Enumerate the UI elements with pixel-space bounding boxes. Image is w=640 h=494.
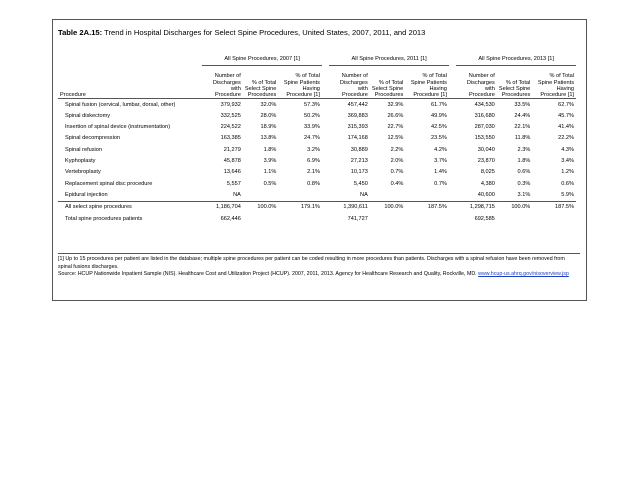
source-text: Source: HCUP Nationwide Inpatient Sample (NIS). Healthcare Cost and Utilization Project (HCUP). 2007, 2011, 2013. Agency for Healthcare Research and Quality, Rockville, MD. bbox=[58, 271, 477, 278]
group-header-row bbox=[58, 53, 576, 66]
col-procedure: Procedure bbox=[58, 66, 195, 99]
value-cell bbox=[370, 213, 405, 224]
value-cell: 5.9% bbox=[561, 191, 574, 198]
value-cell: 62.7% bbox=[558, 101, 574, 108]
value-cell: 6.9% bbox=[307, 158, 320, 165]
value-cell bbox=[278, 213, 322, 224]
gap-cell bbox=[322, 155, 329, 166]
table-row bbox=[58, 178, 576, 189]
value-cell: 1,186,704 bbox=[202, 201, 243, 213]
value-cell: 100.0% bbox=[370, 201, 405, 213]
value-cell: 45,878 bbox=[223, 158, 241, 165]
gap-cell bbox=[195, 213, 202, 224]
table-row bbox=[58, 213, 576, 224]
value-cell: 33.9% bbox=[304, 124, 320, 131]
value-cell bbox=[243, 189, 278, 201]
value-cell: 316,680 bbox=[474, 112, 495, 119]
value-cell: 0.7% bbox=[434, 180, 447, 187]
procedure-cell: Spinal fusion (cervical, lumbar, dorsal, other) bbox=[65, 101, 176, 108]
gap-cell bbox=[449, 189, 456, 201]
source-note bbox=[58, 271, 580, 279]
value-cell: 2.0% bbox=[390, 158, 404, 165]
value-cell: 40,600 bbox=[477, 191, 495, 198]
value-cell: 30,889 bbox=[350, 146, 368, 153]
value-cell: 0.8% bbox=[307, 180, 320, 187]
value-cell: 42.5% bbox=[431, 124, 447, 131]
value-cell: 741,727 bbox=[347, 215, 368, 222]
value-cell: 23,870 bbox=[477, 158, 495, 165]
gap-cell bbox=[322, 144, 329, 155]
value-cell: 0.4% bbox=[390, 180, 404, 187]
value-cell bbox=[278, 189, 322, 201]
value-cell: 57.3% bbox=[304, 101, 320, 108]
col-number-2011: Number of Discharges with Procedure bbox=[329, 66, 370, 99]
value-cell: 12.5% bbox=[387, 135, 404, 142]
value-cell: 1,298,715 bbox=[456, 201, 497, 213]
value-cell: 100.0% bbox=[243, 201, 278, 213]
value-cell: 369,883 bbox=[347, 112, 368, 119]
value-cell: 3.4% bbox=[561, 158, 574, 165]
procedure-cell: All select spine procedures bbox=[58, 201, 195, 213]
table-row bbox=[58, 122, 576, 133]
group-2007: All Spine Procedures, 2007 [1] bbox=[202, 53, 322, 66]
value-cell: 0.3% bbox=[517, 180, 531, 187]
procedure-cell: Kyphoplasty bbox=[65, 158, 96, 165]
table-row bbox=[58, 201, 576, 213]
table-row bbox=[58, 99, 576, 111]
value-cell: 11.8% bbox=[514, 135, 531, 142]
value-cell: 3.7% bbox=[434, 158, 447, 165]
value-cell: 174,168 bbox=[347, 135, 368, 142]
value-cell: 22.7% bbox=[387, 124, 404, 131]
table-row bbox=[58, 133, 576, 144]
value-cell: 4.3% bbox=[561, 146, 574, 153]
value-cell: 1.8% bbox=[263, 146, 277, 153]
value-cell: 379,932 bbox=[220, 101, 241, 108]
value-cell: 1,390,611 bbox=[329, 201, 370, 213]
gap-cell bbox=[449, 178, 456, 189]
group-2013: All Spine Procedures, 2013 [1] bbox=[456, 53, 576, 66]
gap-cell bbox=[449, 201, 456, 213]
value-cell: 2.2% bbox=[390, 146, 404, 153]
value-cell: 1.2% bbox=[561, 169, 574, 176]
value-cell: NA bbox=[360, 191, 368, 198]
value-cell: 3.9% bbox=[263, 158, 277, 165]
value-cell: 187.5% bbox=[405, 201, 449, 213]
procedure-cell: Epidural injection bbox=[65, 191, 108, 198]
footnote: [1] Up to 15 procedures per patient are listed in the database; multiple spine procedures per patient can be coded resulting in more procedures than patients. Discharges with a spinal refusion have been removed from spinal fusions discharges. bbox=[58, 256, 565, 270]
value-cell: 332,525 bbox=[220, 112, 241, 119]
value-cell: 61.7% bbox=[431, 101, 447, 108]
gap-cell bbox=[449, 213, 456, 224]
value-cell bbox=[497, 213, 532, 224]
value-cell bbox=[532, 213, 576, 224]
value-cell: 4,380 bbox=[480, 180, 495, 187]
value-cell: NA bbox=[233, 191, 241, 198]
value-cell: 5,557 bbox=[226, 180, 241, 187]
value-cell: 1.4% bbox=[434, 169, 447, 176]
gap-cell bbox=[195, 189, 202, 201]
gap-cell bbox=[195, 178, 202, 189]
table-row bbox=[58, 167, 576, 178]
value-cell: 3.1% bbox=[517, 191, 531, 198]
value-cell bbox=[243, 213, 278, 224]
value-cell: 5,450 bbox=[353, 180, 368, 187]
table-row bbox=[58, 144, 576, 155]
discharge-table bbox=[58, 53, 576, 224]
value-cell: 179.1% bbox=[278, 201, 322, 213]
value-cell: 45.7% bbox=[558, 112, 574, 119]
procedure-cell: Insertion of spinal device (instrumentation) bbox=[65, 124, 171, 131]
value-cell: 0.7% bbox=[390, 169, 404, 176]
column-header-row bbox=[58, 66, 576, 99]
value-cell: 49.9% bbox=[431, 112, 447, 119]
value-cell: 22.1% bbox=[514, 124, 531, 131]
value-cell: 8,025 bbox=[480, 169, 495, 176]
col-number-2013: Number of Discharges with Procedure bbox=[456, 66, 497, 99]
value-cell: 100.0% bbox=[497, 201, 532, 213]
notes bbox=[58, 253, 580, 279]
value-cell: 27,213 bbox=[350, 158, 368, 165]
gap-cell bbox=[449, 110, 456, 121]
gap-cell bbox=[322, 189, 329, 201]
value-cell: 10,173 bbox=[350, 169, 368, 176]
source-link[interactable]: www.hcup-us.ahrq.gov/nisoverview.jsp bbox=[478, 271, 569, 278]
value-cell: 662,446 bbox=[220, 215, 241, 222]
gap-cell bbox=[449, 167, 456, 178]
value-cell: 187.5% bbox=[532, 201, 576, 213]
value-cell: 1.1% bbox=[263, 169, 277, 176]
col-pct-patients-2011: % of Total Spine Patients Having Procedure [1] bbox=[405, 66, 449, 99]
gap-cell bbox=[322, 213, 329, 224]
gap-cell bbox=[195, 110, 202, 121]
value-cell: 32.0% bbox=[260, 101, 277, 108]
table-frame bbox=[52, 19, 587, 301]
value-cell: 434,530 bbox=[474, 101, 495, 108]
gap-cell bbox=[449, 144, 456, 155]
value-cell: 457,442 bbox=[347, 101, 368, 108]
table-row bbox=[58, 189, 576, 201]
value-cell: 41.4% bbox=[558, 124, 574, 131]
col-pct-patients-2013: % of Total Spine Patients Having Procedure [1] bbox=[532, 66, 576, 99]
value-cell: 4.2% bbox=[434, 146, 447, 153]
table-row bbox=[58, 110, 576, 121]
value-cell: 18.9% bbox=[260, 124, 277, 131]
gap-cell bbox=[195, 201, 202, 213]
procedure-cell: Replacement spinal disc procedure bbox=[65, 180, 153, 187]
value-cell: 0.5% bbox=[263, 180, 277, 187]
group-2011: All Spine Procedures, 2011 [1] bbox=[329, 53, 449, 66]
value-cell: 13,646 bbox=[223, 169, 241, 176]
procedure-cell: Spinal refusion bbox=[65, 146, 103, 153]
gap-cell bbox=[195, 122, 202, 133]
value-cell: 2.3% bbox=[517, 146, 531, 153]
value-cell bbox=[405, 213, 449, 224]
value-cell bbox=[405, 189, 449, 201]
value-cell: 2.1% bbox=[307, 169, 320, 176]
value-cell: 1.8% bbox=[517, 158, 531, 165]
value-cell: 21,279 bbox=[223, 146, 241, 153]
value-cell: 32.9% bbox=[387, 101, 404, 108]
gap-cell bbox=[322, 110, 329, 121]
table-title bbox=[58, 28, 425, 37]
value-cell: 224,522 bbox=[220, 124, 241, 131]
gap-cell bbox=[449, 133, 456, 144]
gap-cell bbox=[322, 167, 329, 178]
gap-cell bbox=[195, 155, 202, 166]
value-cell: 0.6% bbox=[561, 180, 574, 187]
gap-cell bbox=[449, 122, 456, 133]
gap-cell bbox=[195, 133, 202, 144]
value-cell: 153,550 bbox=[474, 135, 495, 142]
value-cell: 33.5% bbox=[514, 101, 531, 108]
col-pct-patients-2007: % of Total Spine Patients Having Procedure [1] bbox=[278, 66, 322, 99]
value-cell: 3.2% bbox=[307, 146, 320, 153]
gap-cell bbox=[449, 99, 456, 111]
table-number: Table 2A.15: bbox=[58, 28, 103, 37]
value-cell: 692,585 bbox=[474, 215, 495, 222]
value-cell: 163,385 bbox=[220, 135, 241, 142]
value-cell bbox=[370, 189, 405, 201]
table-row bbox=[58, 155, 576, 166]
value-cell: 315,393 bbox=[347, 124, 368, 131]
col-pct-select-2007: % of Total Select Spine Procedures bbox=[243, 66, 278, 99]
value-cell: 28.0% bbox=[260, 112, 277, 119]
gap-cell bbox=[449, 155, 456, 166]
procedure-cell: Spinal diskectomy bbox=[65, 112, 111, 119]
gap-cell bbox=[322, 99, 329, 111]
value-cell: 23.5% bbox=[431, 135, 447, 142]
procedure-cell: Vertebroplasty bbox=[65, 169, 101, 176]
procedure-cell: Total spine procedures patients bbox=[65, 215, 143, 222]
gap-cell bbox=[195, 167, 202, 178]
gap-cell bbox=[322, 122, 329, 133]
gap-cell bbox=[322, 178, 329, 189]
value-cell: 13.8% bbox=[260, 135, 277, 142]
value-cell: 26.6% bbox=[387, 112, 404, 119]
value-cell: 30,040 bbox=[477, 146, 495, 153]
value-cell: 287,030 bbox=[474, 124, 495, 131]
table-body bbox=[58, 99, 576, 225]
value-cell: 50.2% bbox=[304, 112, 320, 119]
value-cell: 0.6% bbox=[517, 169, 531, 176]
value-cell: 22.2% bbox=[558, 135, 574, 142]
value-cell: 24.7% bbox=[304, 135, 320, 142]
procedure-cell: Spinal decompression bbox=[65, 135, 121, 142]
col-pct-select-2011: % of Total Select Spine Procedures bbox=[370, 66, 405, 99]
table-title-text: Trend in Hospital Discharges for Select Spine Procedures, United States, 2007, 2011, and 2013 bbox=[102, 28, 426, 37]
value-cell: 24.4% bbox=[514, 112, 531, 119]
gap-cell bbox=[322, 133, 329, 144]
gap-cell bbox=[195, 144, 202, 155]
col-number-2007: Number of Discharges with Procedure bbox=[202, 66, 243, 99]
gap-cell bbox=[322, 201, 329, 213]
col-pct-select-2013: % of Total Select Spine Procedures bbox=[497, 66, 532, 99]
gap-cell bbox=[195, 99, 202, 111]
